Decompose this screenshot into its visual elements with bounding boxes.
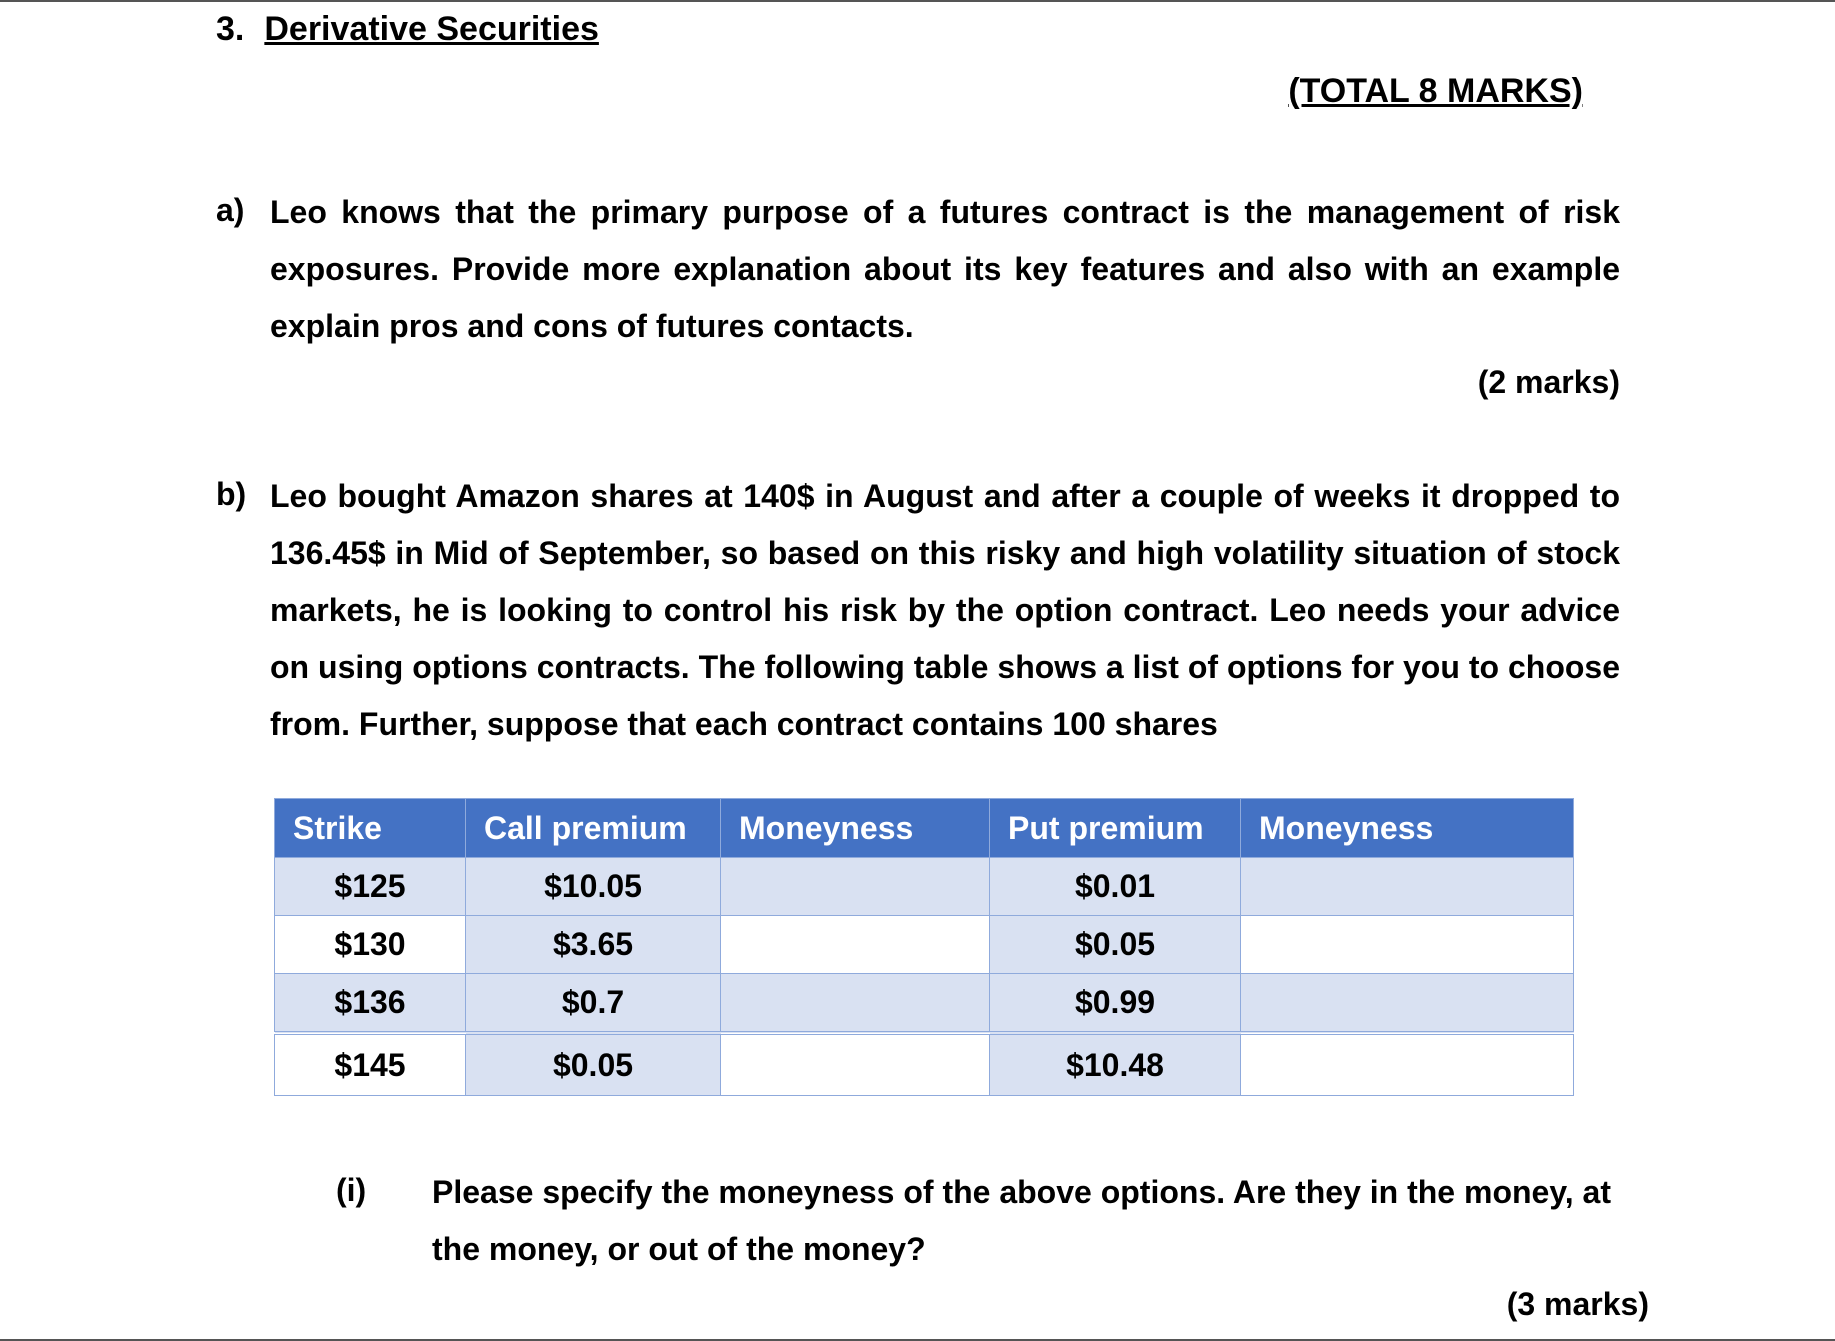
section-title: Derivative Securities (264, 10, 599, 48)
put-moneyness-cell (1241, 1033, 1574, 1096)
call-premium-cell: $3.65 (466, 916, 721, 974)
put-premium-cell: $0.01 (990, 858, 1241, 916)
strike-cell: $125 (275, 858, 466, 916)
section-heading (216, 10, 599, 49)
sub-question-i-label: (i) (336, 1172, 367, 1208)
strike-cell: $145 (275, 1033, 466, 1096)
question-a-label: a) (216, 192, 245, 228)
call-moneyness-cell (721, 916, 990, 974)
call-premium-cell: $10.05 (466, 858, 721, 916)
options-table (274, 798, 1574, 1096)
question-b-text: Leo bought Amazon shares at 140$ in August and after a couple of weeks it dropped to 136.45$ in Mid of September, so based on this risky and high volatility situation of stock markets, he is looking to control his risk by the option contract. Leo needs your advice on using options contracts. The following table shows a list of options for you to choose from. Further, suppose that each contract contains 100 shares (270, 478, 1620, 742)
question-a-text: Leo knows that the primary purpose of a futures contract is the management of risk exposures. Provide more explanation about its key features and also with an example explain pros and cons of futures contacts. (270, 194, 1620, 344)
header-strike: Strike (275, 799, 466, 858)
put-moneyness-cell (1241, 916, 1574, 974)
put-moneyness-cell (1241, 858, 1574, 916)
put-moneyness-cell (1241, 974, 1574, 1034)
put-premium-cell: $0.05 (990, 916, 1241, 974)
call-moneyness-cell (721, 974, 990, 1034)
section-number: 3. (216, 10, 245, 48)
header-put-premium: Put premium (990, 799, 1241, 858)
call-premium-cell: $0.7 (466, 974, 721, 1034)
put-premium-cell: $10.48 (990, 1033, 1241, 1096)
question-b-label: b) (216, 476, 247, 512)
sub-question-i-text: Please specify the moneyness of the above options. Are they in the money, at the money, or out of the money? (432, 1174, 1611, 1267)
total-marks: (TOTAL 8 MARKS) (1288, 72, 1583, 110)
header-call-moneyness: Moneyness (721, 799, 990, 858)
table-header-row (275, 799, 1574, 858)
table-row (275, 916, 1574, 974)
call-moneyness-cell (721, 1033, 990, 1096)
call-moneyness-cell (721, 858, 990, 916)
table-row (275, 1033, 1574, 1096)
header-call-premium: Call premium (466, 799, 721, 858)
table-row (275, 858, 1574, 916)
header-put-moneyness: Moneyness (1241, 799, 1574, 858)
top-border (0, 0, 1835, 2)
put-premium-cell: $0.99 (990, 974, 1241, 1034)
strike-cell: $130 (275, 916, 466, 974)
question-a-marks: (2 marks) (1477, 364, 1620, 400)
call-premium-cell: $0.05 (466, 1033, 721, 1096)
table-row (275, 974, 1574, 1034)
sub-question-i-marks: (3 marks) (1506, 1286, 1649, 1322)
strike-cell: $136 (275, 974, 466, 1034)
